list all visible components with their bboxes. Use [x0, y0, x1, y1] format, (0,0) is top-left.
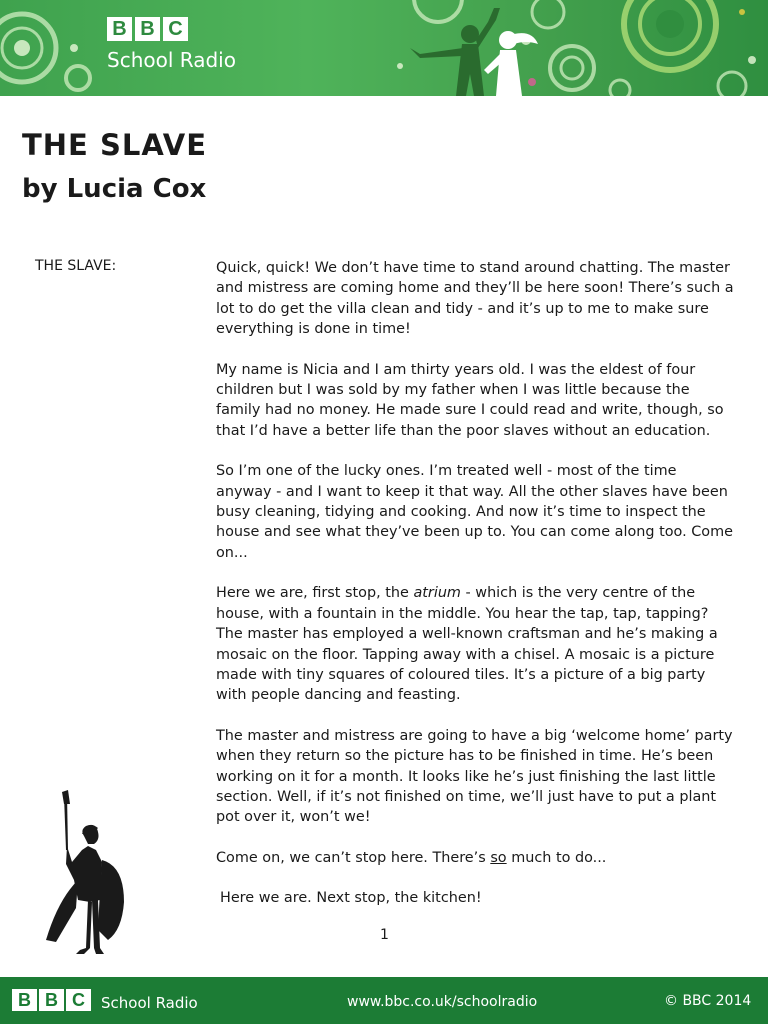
- bbc-logo-letter: B: [107, 17, 132, 41]
- bbc-logo-letter: B: [135, 17, 160, 41]
- banner-brand-title: School Radio: [107, 48, 236, 72]
- footer-brand: School Radio: [101, 994, 198, 1012]
- script-paragraph: [216, 461, 736, 563]
- underlined-text: so: [490, 849, 507, 866]
- paragraph-text: much to do...: [506, 849, 607, 866]
- bbc-logo: [107, 17, 188, 41]
- bbc-logo-letter: B: [12, 989, 37, 1011]
- paragraph-text: Here we are. Next stop, the kitchen!: [220, 890, 482, 907]
- bbc-logo-letter: B: [39, 989, 64, 1011]
- bbc-logo-letter: C: [163, 17, 188, 41]
- page-number: 1: [380, 927, 389, 943]
- paragraph-text: My name is Nicia and I am thirty years old. I was the eldest of four children but I was sold by my father when I was little because the family had no money. He made sure I could read and write, though, so that I’d have a better life than the poor slaves without an education.: [216, 361, 724, 439]
- script-paragraph: [216, 888, 736, 908]
- script-paragraph: [216, 726, 736, 828]
- script-paragraph: [216, 848, 736, 868]
- emphasis-text: atrium: [413, 585, 461, 602]
- script-paragraph: [216, 360, 736, 442]
- document-title: THE SLAVE: [22, 128, 208, 162]
- footer-bbc-logo: [12, 989, 91, 1011]
- script-paragraph: [216, 583, 736, 705]
- paragraph-text: Come on, we can’t stop here. There’s: [216, 849, 491, 866]
- paragraph-text: Quick, quick! We don’t have time to stand around chatting. The master and mistress are coming home and they’ll be here soon! There’s such a lot to do get the villa clean and tidy - and it’s up to me to make sure everything is done in time!: [216, 260, 734, 338]
- bbc-logo-letter: C: [66, 989, 91, 1011]
- footer-url-link[interactable]: www.bbc.co.uk/schoolradio: [347, 994, 538, 1010]
- footer-bar: [0, 977, 768, 1024]
- paragraph-text: - which is the very centre of the house, with a fountain in the middle. You hear the tap, tap, tapping? The master has employed a well-known craftsman and he’s making a mosaic on the floor. Tapping away with a chisel. A mosaic is a picture made with tiny squares of coloured tiles. It’s a picture of a big party with people dancing and feasting.: [216, 585, 718, 704]
- footer-copyright: © BBC 2014: [664, 993, 752, 1009]
- script-paragraph: [216, 258, 736, 340]
- speaker-label: THE SLAVE:: [35, 258, 117, 274]
- paragraph-text: Here we are, first stop, the: [216, 585, 414, 602]
- paragraph-text: So I’m one of the lucky ones. I’m treated well - most of the time anyway - and I want to keep it that way. All the other slaves have been busy cleaning, tidying and cooking. And now it’s time to inspect the house and see what they’ve been up to. You can come along too. Come on...: [216, 463, 733, 561]
- roman-soldier-illustration: [38, 790, 138, 960]
- script-text: [216, 258, 736, 929]
- header-banner: [0, 0, 768, 96]
- document-author: by Lucia Cox: [22, 174, 207, 204]
- paragraph-text: The master and mistress are going to have a big ‘welcome home’ party when they return so the picture has to be finished in time. He’s been working on it for a month. It looks like he’s just finishing the last little section. Well, if it’s not finished on time, we’ll just have to put a plant pot over it, won’t we!: [216, 727, 733, 826]
